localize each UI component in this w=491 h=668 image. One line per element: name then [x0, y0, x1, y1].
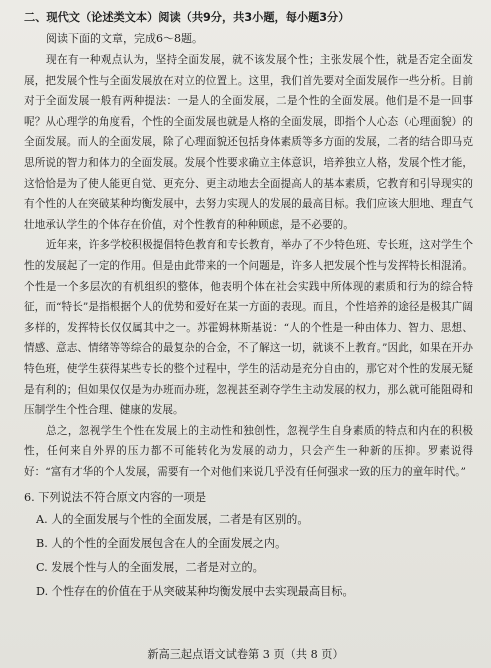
article-paragraph-3: 总之，忽视学生个性在发展上的主动性和独创性，忽视学生自身素质的特点和内在的积极性，任何来自外界的压力都不可能转化为发展的动力，只会产生一种新的压抑。罗素说得好：“富有才华的个人发展，需要有一个对他们来说几乎没有任何强求一致的压力的童年时代。” — [24, 424, 473, 478]
option-c: C. 发展个性与人的全面发展，二者是对立的。 — [36, 561, 264, 575]
question-6-stem: 6. 下列说法不符合原文内容的一项是 — [24, 491, 207, 505]
reading-instruction: 阅读下面的文章，完成6～8题。 — [46, 32, 203, 45]
article — [24, 50, 473, 482]
option-b: B. 人的个性的全面发展包含在人的全面发展之内。 — [36, 537, 287, 551]
article-paragraph-1: 现在有一种观点认为，坚持全面发展，就不该发展个性；主张发展个性，就是否定全面发展，把发展个性与全面发展放在对立的位置上。这里，我们首先要对全面发展作一些分析。目前对于全面发展一般有两种提法：一是人的全面发展，二是个性的全面发展。他们是不是一回事呢？从心理学的角度看，个性的全面发展也就是人格的全面发展，即指个人心态（心理面貌）的全面发展。而人的全面发展，除了心理面貌还包括身体素质等多方面的发展，二者的结合即马克思所说的智力和体力的全面发展。发展个性要求确立主体意识，培养独立人格，发展个性才能，这恰恰是为了使人能更自觉、更充分、更主动地去全面提高人的基本素质，它教育和引导现实的有个性的人在突破某种均衡发展中，去努力实现人的发展的最高目标。我们应该大胆地、理直气壮地承认学生的个体存在价值，对个性教育的种种顾虑，是不必要的。 — [24, 54, 473, 231]
option-d: D. 个性存在的价值在于从突破某种均衡发展中去实现最高目标。 — [36, 585, 354, 599]
question-6-options — [24, 512, 473, 600]
option-a: A. 人的全面发展与个性的全面发展，二者是有区别的。 — [36, 513, 309, 527]
section-title: 二、现代文（论述类文本）阅读（共9分，共3小题，每小题3分） — [24, 11, 350, 24]
article-paragraph-2: 近年来，许多学校积极提倡特色教育和专长教育，举办了不少特色班、专长班，这对学生个性的发展起了一定的作用。但是由此带来的一个问题是，许多人把发展个性与发挥特长相混淆。个性是一个多层次的有机组织的整体，他表明个体在社会实践中所体现的素质和行为的综合特征，而“特长”是指根据个人的优势和爱好在某一方面的表现。而且，个性培养的途径是极其广阔多样的，发挥特长仅仅属其中之一。苏霍姆林斯基说：“人的个性是一种由体力、智力、思想、情感、意志、情绪等等综合的最复杂的合金，不了解这一切，就谈不上教育。”因此，如果在开办特色班，使学生获得某些专长的整个过程中，学生的活动是充分自由的，那它对个性的发展无疑是有利的；但如果仅仅是为办班而办班，忽视甚至剥夺学生主动发展的权力，那么就可能阻碍和压制学生个性合理、健康的发展。 — [24, 239, 473, 417]
page-footer: 新高三起点语文试卷第 3 页（共 8 页） — [147, 648, 344, 661]
